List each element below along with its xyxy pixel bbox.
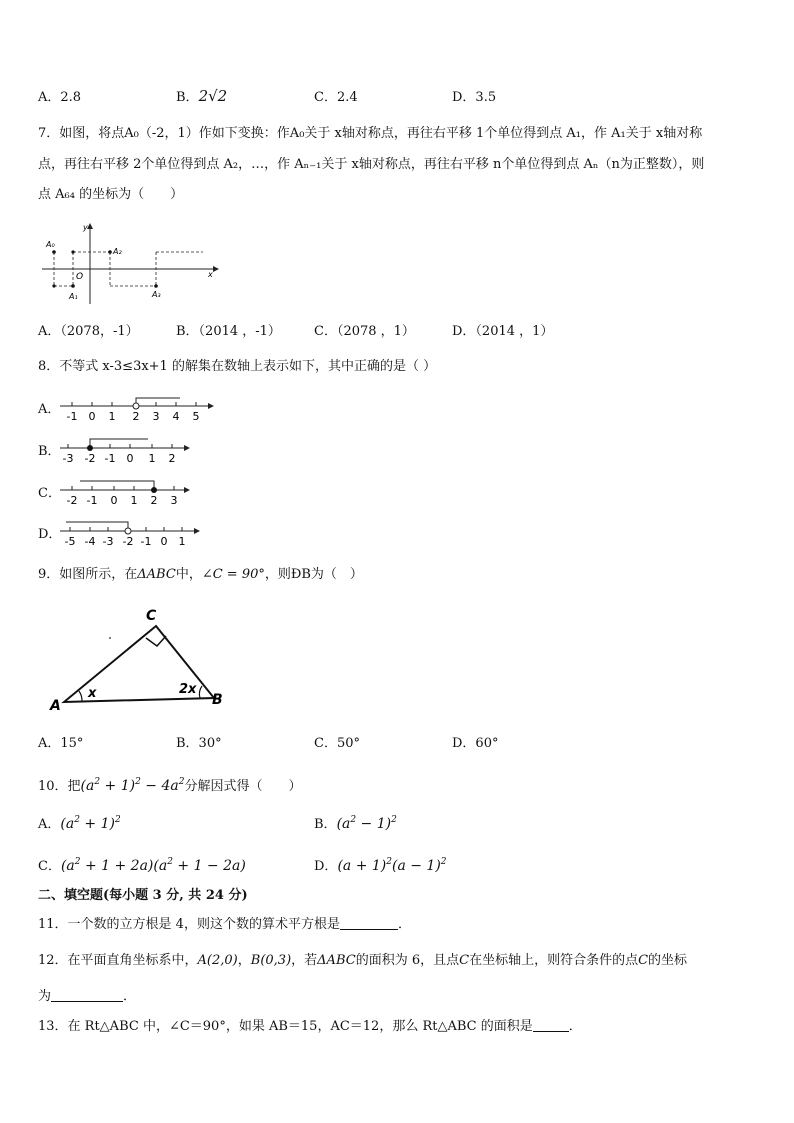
q7-point-a0-reflect	[52, 284, 55, 287]
q10-option-c-expr: $(a^2 + 1 + 2a)(a^2 + 1 - 2a)$	[60, 857, 246, 874]
q10-option-a-label: A．	[38, 817, 61, 832]
q7-label-a1: A₁	[69, 292, 78, 301]
q8c-tick-label: 1	[130, 494, 138, 507]
q8c-tick-label: -2	[66, 494, 78, 507]
q11	[38, 915, 756, 935]
q10-option-c	[38, 855, 246, 874]
q7-point-a0	[52, 250, 56, 254]
q7-y-label: y	[83, 223, 88, 232]
q7-label-a3: A₃	[152, 290, 161, 299]
q11-text: 11．一个数的立方根是 4，则这个数的算术平方根是	[38, 917, 340, 932]
q9-stem	[38, 565, 756, 585]
q8c-tick-label: 3	[170, 494, 178, 507]
q8b-tick-label: 1	[148, 452, 156, 465]
q8d-tick-label: 1	[178, 535, 186, 548]
q9-label-x: x	[88, 686, 97, 701]
q7-option-d: D．（2014 ，1）	[452, 324, 554, 339]
q9-angle: ∠C = 90°	[201, 567, 265, 582]
q8d-tick-label: -3	[102, 535, 114, 548]
q12-c1: C	[459, 953, 470, 968]
q7-y-arrow-icon	[87, 223, 93, 229]
q7-label-a0: A₀	[46, 240, 55, 249]
q8-option-c-label: C．	[38, 486, 61, 501]
q9-label-2x: 2x	[179, 682, 197, 697]
q8a-tick-label: 1	[108, 410, 116, 423]
q8b-tick-label: 0	[126, 452, 134, 465]
q10-option-d	[314, 855, 447, 874]
q8b-arrow-icon	[184, 445, 190, 451]
q8c-arrow-icon	[184, 487, 190, 493]
q6-option-c: C．2.4	[314, 90, 358, 105]
q7-x-arrow-icon	[213, 266, 219, 272]
q8a-tick-label: 4	[172, 410, 180, 423]
q8b-tick-label: -3	[62, 452, 74, 465]
q7-line3: 点 A₆₄ 的坐标为（ ）	[38, 187, 184, 202]
q7-line2: 点，再往右平移 2个单位得到点 A₂，…，作 Aₙ₋₁关于 x轴对称点，再往右平移 n个单位得到点 Aₙ（n为正整数），则	[38, 157, 705, 172]
q9-label-b: B	[212, 692, 223, 708]
q12-point-b: B(0,3)	[250, 953, 292, 968]
q8d-tick-label: -5	[64, 535, 76, 548]
q8b-tick-label: 2	[168, 452, 176, 465]
q8-numberline-c	[58, 476, 198, 508]
q8a-tick-label: 5	[192, 410, 200, 423]
q10-stem-post: 分解因式得（ ）	[184, 779, 302, 794]
q8d-arrow-icon	[194, 528, 200, 534]
q8d-tick-label: -2	[122, 535, 134, 548]
q10-stem	[38, 772, 756, 797]
q8-numberline-b	[58, 434, 198, 466]
q8a-tick-label: 3	[152, 410, 160, 423]
q12-mid2: 的面积为 6，且点	[355, 953, 460, 968]
q9-option-c: C．50°	[314, 736, 360, 751]
q12-triangle: ΔABC	[317, 953, 356, 968]
q12-c2: C	[638, 953, 649, 968]
q9-label-c: C	[146, 608, 157, 624]
q7-figure	[38, 218, 223, 306]
q8b-solid-dot	[87, 445, 93, 451]
q7-option-b: B．（2014 ，-1）	[176, 324, 281, 339]
q6-option-b-label: B．	[176, 90, 199, 105]
q6-option-b	[176, 86, 227, 105]
q11-end: ．	[397, 917, 411, 932]
q12-point-a: A(2,0)	[197, 953, 238, 968]
q13-end: ．	[568, 1019, 582, 1034]
q9-stem-pre: 9．如图所示，在	[38, 567, 138, 582]
q7-label-a2: A₂	[113, 247, 122, 256]
q12-answer-blank[interactable]	[51, 987, 123, 1002]
q8-numberline-d	[58, 517, 208, 549]
q7-point-a3	[154, 284, 158, 288]
q10-option-d-expr: $(a + 1)^2(a - 1)^2$	[337, 857, 447, 874]
q12-end: 的坐标	[648, 953, 688, 968]
q8d-tick-label: -4	[84, 535, 96, 548]
q12-line2	[38, 987, 756, 1007]
q12-line1	[38, 951, 756, 971]
q8a-tick-label: -1	[66, 410, 78, 423]
q10-option-d-label: D．	[314, 859, 338, 874]
q10-stem-pre: 10．把	[38, 779, 81, 794]
q12-mid: ，若	[291, 953, 318, 968]
q12-line2-end: ．	[123, 989, 137, 1004]
q10-option-a	[38, 813, 121, 832]
q6-option-a: A．2.8	[38, 90, 82, 105]
q10-option-b-label: B．	[314, 817, 337, 832]
q7-option-a: A．（2078，-1）	[38, 324, 139, 339]
q7-line1: 7．如图，将点A₀（-2，1）作如下变换：作A₀关于 x轴对称点，再往右平移 1个单位得到点 A₁，作 A₁关于 x轴对称	[38, 126, 703, 141]
q8b-tick-label: -1	[104, 452, 116, 465]
q9-label-a: A	[50, 698, 61, 714]
q7-x-label: x	[208, 270, 213, 279]
section2-title: 二、填空题(每小题 3 分, 共 24 分)	[38, 888, 248, 903]
q10-expression: $(a^2 + 1)^2 - 4a^2$	[80, 777, 185, 794]
q12-mid3: 在坐标轴上，则符合条件的点	[469, 953, 639, 968]
q7-origin-label: O	[76, 272, 84, 282]
q13-text: 13．在 Rt△ABC 中，∠C＝90°，如果 AB＝15，AC＝12，那么 Rt△ABC 的面积是	[38, 1019, 533, 1034]
q8c-solid-dot	[151, 487, 157, 493]
q7-point-a1	[71, 284, 75, 288]
q9-angle-arc-b	[199, 686, 202, 698]
q10-option-c-label: C．	[38, 859, 61, 874]
q8c-tick-label: 0	[110, 494, 118, 507]
q9-figure	[38, 598, 238, 716]
q9-option-b: B．30°	[176, 736, 222, 751]
q8a-arrow-icon	[208, 403, 214, 409]
q8c-tick-label: -1	[86, 494, 98, 507]
q13-answer-blank[interactable]	[533, 1017, 569, 1032]
q9-stem-post: ，则ÐB为（ ）	[264, 567, 363, 582]
q7-point-a2	[108, 250, 112, 254]
q8-numberline-a	[58, 392, 218, 424]
q8d-tick-label: 0	[160, 535, 168, 548]
q12-pre: 12．在平面直角坐标系中，	[38, 953, 198, 968]
q7-point-a1-reflect	[71, 250, 74, 253]
q10-option-b-expr: $(a^2 - 1)^2$	[336, 815, 397, 832]
q8-stem: 8．不等式 x-3≤3x+1 的解集在数轴上表示如下，其中正确的是（ ）	[38, 359, 437, 374]
q8d-open-circle	[125, 528, 131, 534]
q8a-tick-label: 2	[132, 410, 140, 423]
q8-option-d-label: D．	[38, 527, 62, 542]
q6-option-d: D．3.5	[452, 90, 497, 105]
q8a-open-circle	[133, 403, 139, 409]
q9-triangle: ΔABC	[137, 567, 176, 582]
q9-option-d: D．60°	[452, 736, 499, 751]
q8-option-b-label: B．	[38, 444, 61, 459]
q8c-tick-label: 2	[150, 494, 158, 507]
q9-angle-arc-a	[79, 691, 82, 702]
q8a-tick-label: 0	[88, 410, 96, 423]
q9-stem-mid: 中，	[175, 567, 202, 582]
q10-option-a-expr: $(a^2 + 1)^2$	[60, 815, 121, 832]
q8d-tick-label: -1	[140, 535, 152, 548]
q9-option-a: A．15°	[38, 736, 84, 751]
q9-right-angle-mark	[146, 636, 166, 646]
q12-line2-text: 为	[38, 989, 52, 1004]
q12-sep: ，	[237, 953, 251, 968]
q11-answer-blank[interactable]	[340, 915, 398, 930]
q7-option-c: C．（2078 ，1）	[314, 324, 415, 339]
q10-option-b	[314, 813, 397, 832]
q8-option-a-label: A．	[38, 402, 61, 417]
q8b-tick-label: -2	[84, 452, 96, 465]
q13	[38, 1017, 756, 1037]
q6-option-b-value: 2√2	[198, 87, 228, 105]
